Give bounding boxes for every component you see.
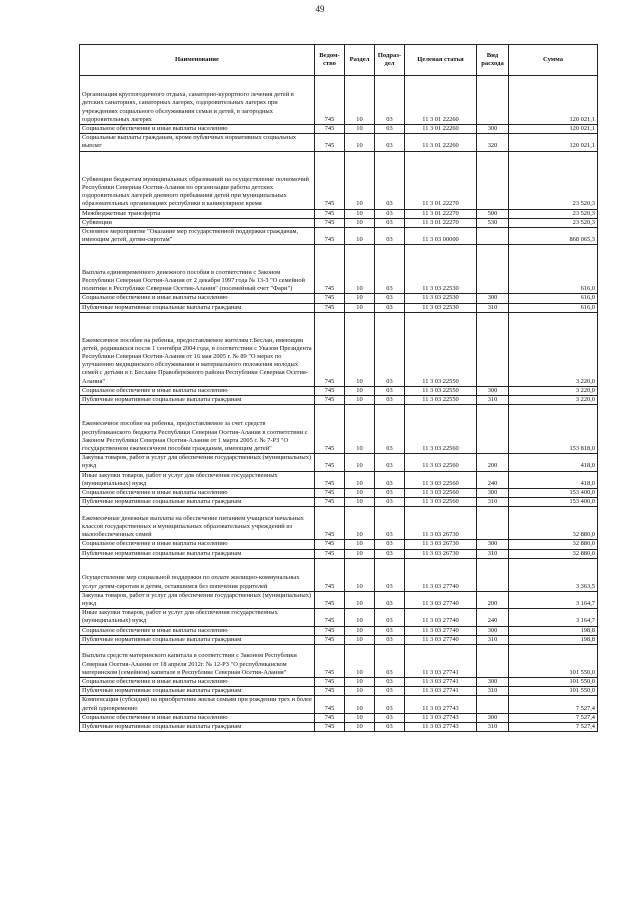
cell-name: Организация круглогодичного отдыха, санаторно-курортного лечения детей в детских санаториях, санаторных лагерях, оздоровительных лагерях при учреждениях социального обслуживания семьи и детей, в загородных оздоровительных лагерях [80,76,315,125]
cell-dept: 745 [315,713,345,722]
cell-sum: 3 363,5 [509,558,598,591]
cell-subsection: 03 [375,294,405,303]
cell-expense-type: 310 [477,498,509,507]
cell-target: 11 3 01 22270 [405,151,477,209]
cell-section: 10 [345,540,375,549]
cell-expense-type [477,645,509,678]
cell-expense-type: 240 [477,609,509,626]
cell-sum: 120 021,1 [509,134,598,151]
cell-name: Основное мероприятие "Оказание мер государственной поддержки гражданам, имеющим детей, детям-сиротам" [80,228,315,245]
cell-sum: 418,0 [509,471,598,488]
cell-expense-type: 240 [477,471,509,488]
table-row [80,125,598,134]
cell-sum: 101 550,0 [509,678,598,687]
cell-dept: 745 [315,228,345,245]
cell-sum: 418,0 [509,454,598,471]
cell-sum: 153 818,0 [509,405,598,454]
cell-name: Ежемесячные денежные выплаты на обеспечение питанием учащихся начальных классов государственных и муниципальных образовательных учреждений из малообеспеченных семей [80,507,315,540]
cell-expense-type [477,558,509,591]
cell-sum: 23 520,3 [509,218,598,227]
cell-subsection: 03 [375,151,405,209]
page-number: 49 [315,4,325,14]
cell-name: Публичные нормативные социальные выплаты гражданам [80,303,315,312]
cell-expense-type [477,151,509,209]
cell-sum: 616,0 [509,303,598,312]
cell-target: 11 3 03 27743 [405,696,477,713]
cell-section: 10 [345,723,375,732]
cell-dept: 745 [315,626,345,635]
cell-name: Социальное обеспечение и иные выплаты населению [80,626,315,635]
cell-expense-type: 530 [477,218,509,227]
cell-expense-type [477,228,509,245]
cell-expense-type [477,696,509,713]
cell-name: Социальное обеспечение и иные выплаты населению [80,294,315,303]
cell-target: 11 3 03 00000 [405,228,477,245]
cell-section: 10 [345,696,375,713]
cell-name: Публичные нормативные социальные выплаты гражданам [80,498,315,507]
cell-section: 10 [345,396,375,405]
table-row [80,134,598,151]
cell-sum: 32 880,0 [509,507,598,540]
header-target: Целевая статья [405,45,477,76]
cell-section: 10 [345,312,375,386]
cell-target: 11 3 03 22560 [405,454,477,471]
cell-name: Публичные нормативные социальные выплаты гражданам [80,635,315,644]
cell-dept: 745 [315,696,345,713]
cell-target: 11 3 03 22530 [405,294,477,303]
cell-expense-type: 200 [477,591,509,608]
cell-sum: 32 880,0 [509,540,598,549]
table-row [80,498,598,507]
cell-expense-type: 300 [477,489,509,498]
cell-section: 10 [345,609,375,626]
cell-name: Осуществление мер социальной поддержки по оплате жилищно-коммунальных услуг детям-сиротам и детям, оставшимся без попечения родителей [80,558,315,591]
cell-section: 10 [345,687,375,696]
cell-name: Социальное обеспечение и иные выплаты населению [80,125,315,134]
cell-expense-type: 310 [477,303,509,312]
cell-dept: 745 [315,125,345,134]
header-dept: Ведом-ство [315,45,345,76]
table-row [80,454,598,471]
cell-subsection: 03 [375,696,405,713]
cell-target: 11 3 03 22550 [405,396,477,405]
cell-sum: 23 520,3 [509,151,598,209]
cell-sum: 3 164,7 [509,591,598,608]
table-row [80,209,598,218]
cell-dept: 745 [315,312,345,386]
cell-dept: 745 [315,678,345,687]
cell-subsection: 03 [375,218,405,227]
cell-sum: 153 400,0 [509,498,598,507]
cell-expense-type: 310 [477,549,509,558]
table-row [80,687,598,696]
cell-subsection: 03 [375,228,405,245]
cell-subsection: 03 [375,498,405,507]
cell-target: 11 3 03 27741 [405,678,477,687]
cell-name: Иные закупки товаров, работ и услуг для обеспечения государственных (муниципальных) нужд [80,609,315,626]
cell-dept: 745 [315,76,345,125]
cell-section: 10 [345,489,375,498]
cell-target: 11 3 03 27740 [405,635,477,644]
cell-name: Публичные нормативные социальные выплаты гражданам [80,687,315,696]
cell-target: 11 3 03 27740 [405,626,477,635]
cell-target: 11 3 03 27740 [405,609,477,626]
cell-name: Социальное обеспечение и иные выплаты населению [80,489,315,498]
cell-target: 11 3 01 22270 [405,218,477,227]
cell-name: Социальное обеспечение и иные выплаты населению [80,540,315,549]
cell-expense-type: 300 [477,713,509,722]
cell-expense-type: 310 [477,687,509,696]
cell-sum: 7 527,4 [509,713,598,722]
cell-subsection: 03 [375,723,405,732]
cell-dept: 745 [315,723,345,732]
cell-dept: 745 [315,558,345,591]
cell-expense-type [477,507,509,540]
cell-sum: 120 021,1 [509,125,598,134]
cell-dept: 745 [315,294,345,303]
cell-target: 11 3 03 27740 [405,591,477,608]
cell-dept: 745 [315,635,345,644]
cell-sum: 868 065,3 [509,228,598,245]
cell-subsection: 03 [375,454,405,471]
cell-subsection: 03 [375,549,405,558]
table-row [80,558,598,591]
budget-table [79,44,598,732]
header-subsection: Подраз-дел [375,45,405,76]
cell-section: 10 [345,471,375,488]
cell-expense-type: 310 [477,635,509,644]
cell-dept: 745 [315,454,345,471]
cell-section: 10 [345,498,375,507]
cell-target: 11 3 03 22530 [405,245,477,294]
cell-subsection: 03 [375,209,405,218]
cell-subsection: 03 [375,76,405,125]
cell-dept: 745 [315,591,345,608]
cell-target: 11 3 01 22260 [405,125,477,134]
cell-subsection: 03 [375,386,405,395]
cell-sum: 616,0 [509,245,598,294]
cell-target: 11 3 03 27740 [405,558,477,591]
cell-dept: 745 [315,303,345,312]
cell-sum: 198,8 [509,635,598,644]
cell-section: 10 [345,507,375,540]
cell-expense-type: 300 [477,386,509,395]
cell-target: 11 3 03 22550 [405,312,477,386]
table-row [80,713,598,722]
cell-target: 11 3 03 26730 [405,540,477,549]
cell-sum: 32 880,0 [509,549,598,558]
cell-dept: 745 [315,540,345,549]
cell-sum: 7 527,4 [509,696,598,713]
cell-name: Публичные нормативные социальные выплаты гражданам [80,549,315,558]
cell-name: Публичные нормативные социальные выплаты гражданам [80,396,315,405]
cell-section: 10 [345,558,375,591]
cell-expense-type: 300 [477,294,509,303]
cell-dept: 745 [315,405,345,454]
cell-subsection: 03 [375,540,405,549]
cell-name: Публичные нормативные социальные выплаты гражданам [80,723,315,732]
table-row [80,218,598,227]
cell-subsection: 03 [375,626,405,635]
cell-dept: 745 [315,471,345,488]
cell-dept: 745 [315,507,345,540]
table-row [80,696,598,713]
table-row [80,312,598,386]
cell-sum: 3 220,0 [509,386,598,395]
cell-section: 10 [345,645,375,678]
cell-dept: 745 [315,218,345,227]
cell-name: Социальное обеспечение и иные выплаты населению [80,678,315,687]
cell-sum: 153 400,0 [509,489,598,498]
cell-dept: 745 [315,498,345,507]
cell-expense-type [477,312,509,386]
cell-section: 10 [345,294,375,303]
cell-target: 11 3 03 22560 [405,405,477,454]
header-name: Наименование [80,45,315,76]
table-row [80,626,598,635]
table-row [80,609,598,626]
cell-sum: 120 021,1 [509,76,598,125]
table-row [80,245,598,294]
cell-expense-type: 310 [477,723,509,732]
cell-sum: 3 220,0 [509,312,598,386]
cell-expense-type: 300 [477,540,509,549]
cell-sum: 3 164,7 [509,609,598,626]
cell-subsection: 03 [375,678,405,687]
cell-section: 10 [345,218,375,227]
cell-section: 10 [345,591,375,608]
cell-target: 11 3 01 22260 [405,134,477,151]
cell-name: Социальное обеспечение и иные выплаты населению [80,713,315,722]
cell-dept: 745 [315,489,345,498]
cell-name: Социальное обеспечение и иные выплаты населению [80,386,315,395]
cell-section: 10 [345,303,375,312]
cell-subsection: 03 [375,134,405,151]
table-row [80,507,598,540]
cell-section: 10 [345,635,375,644]
cell-section: 10 [345,76,375,125]
cell-dept: 745 [315,609,345,626]
cell-section: 10 [345,151,375,209]
cell-target: 11 3 01 22270 [405,209,477,218]
cell-sum: 101 550,0 [509,687,598,696]
table-row [80,540,598,549]
cell-subsection: 03 [375,713,405,722]
cell-sum: 23 520,3 [509,209,598,218]
table-row [80,471,598,488]
table-row [80,549,598,558]
cell-expense-type: 500 [477,209,509,218]
cell-subsection: 03 [375,405,405,454]
table-row [80,489,598,498]
table-row [80,396,598,405]
cell-sum: 101 550,0 [509,645,598,678]
cell-subsection: 03 [375,507,405,540]
cell-name: Закупка товаров, работ и услуг для обеспечения государственных (муниципальных) нужд [80,454,315,471]
cell-dept: 745 [315,386,345,395]
cell-section: 10 [345,228,375,245]
cell-expense-type: 300 [477,125,509,134]
cell-dept: 745 [315,687,345,696]
cell-dept: 745 [315,645,345,678]
header-expense-type: Вид расхода [477,45,509,76]
cell-expense-type: 200 [477,454,509,471]
cell-name: Межбюджетные трансферты [80,209,315,218]
cell-subsection: 03 [375,396,405,405]
cell-dept: 745 [315,245,345,294]
cell-target: 11 3 03 26730 [405,549,477,558]
cell-section: 10 [345,678,375,687]
table-row [80,405,598,454]
cell-name: Ежемесячное пособие на ребенка, предоставляемое за счет средств республиканского бюджета Республики Северная Осетия-Алания в соответствии с Законом Республики Северная Осетия-Алания от 1 марта 2005 г. № 7-РЗ "О государственном ежемесячном пособии гражданам, имеющим детей" [80,405,315,454]
cell-dept: 745 [315,151,345,209]
cell-name: Закупка товаров, работ и услуг для обеспечения государственных (муниципальных) нужд [80,591,315,608]
cell-subsection: 03 [375,591,405,608]
cell-section: 10 [345,134,375,151]
cell-target: 11 3 03 27743 [405,723,477,732]
cell-sum: 7 527,4 [509,723,598,732]
cell-name: Субвенции [80,218,315,227]
cell-expense-type [477,245,509,294]
cell-section: 10 [345,405,375,454]
table-row [80,303,598,312]
cell-subsection: 03 [375,245,405,294]
cell-name: Ежемесячное пособие на ребенка, предоставляемое жителям г.Беслан, имеющим детей, родившихся после 1 сентября 2004 года, в соответствии с Указом Президента Республики Северная Осетия-Алания от 16 мая 2005 г. № 89 "О мерах по улучшению медицинского обслуживания и материального положения молодых семей с детьми в г. Беслане Правобережного района Республики Северная Осетия-Алания" [80,312,315,386]
cell-subsection: 03 [375,303,405,312]
cell-section: 10 [345,626,375,635]
cell-dept: 745 [315,396,345,405]
cell-expense-type [477,405,509,454]
table-row [80,645,598,678]
table-row [80,678,598,687]
cell-subsection: 03 [375,471,405,488]
cell-name: Субвенции бюджетам муниципальных образований на осуществление полномочий Республики Северная Осетия-Алания по организации работы детских оздоровительных лагерей дневного пребывания детей при муниципальных образовательных организациях республики в каникулярное время [80,151,315,209]
cell-target: 11 3 03 22560 [405,471,477,488]
cell-target: 11 3 03 27741 [405,645,477,678]
cell-target: 11 3 03 27743 [405,713,477,722]
cell-name: Выплата средств материнского капитала в соответствии с Законом Республики Северная Осетия-Алания от 18 апреля 2012г. № 12-РЗ "О республиканском материнском (семейном) капитале в Республике Северная Осетия-Алания" [80,645,315,678]
cell-name: Компенсация (субсидия) на приобретение жилья семьям при рождении трех и более детей одновременно [80,696,315,713]
table-row [80,76,598,125]
cell-expense-type: 300 [477,626,509,635]
cell-expense-type: 300 [477,678,509,687]
cell-subsection: 03 [375,645,405,678]
header-sum: Сумма [509,45,598,76]
cell-subsection: 03 [375,125,405,134]
cell-subsection: 03 [375,609,405,626]
cell-target: 11 3 03 22530 [405,303,477,312]
table-row [80,294,598,303]
cell-expense-type: 320 [477,134,509,151]
cell-sum: 198,8 [509,626,598,635]
cell-section: 10 [345,713,375,722]
cell-expense-type [477,76,509,125]
table-row [80,151,598,209]
cell-target: 11 3 03 22550 [405,386,477,395]
table-row [80,723,598,732]
cell-section: 10 [345,245,375,294]
table-header [80,45,598,76]
cell-section: 10 [345,454,375,471]
cell-expense-type: 310 [477,396,509,405]
table-body [80,76,598,732]
cell-target: 11 3 03 26730 [405,507,477,540]
cell-subsection: 03 [375,558,405,591]
cell-name: Выплата единовременного денежного пособия в соответствии с Законом Республики Северная Осетия-Алания от 2 декабря 1997 года № 13-З "О семейной политике в Республике Северная Осетия-Алания" (посемейный счет "Фарн") [80,245,315,294]
cell-section: 10 [345,125,375,134]
cell-name: Социальные выплаты гражданам, кроме публичных нормативных социальных выплат [80,134,315,151]
cell-section: 10 [345,549,375,558]
cell-name: Иные закупки товаров, работ и услуг для обеспечения государственных (муниципальных) нужд [80,471,315,488]
cell-section: 10 [345,386,375,395]
table-row [80,386,598,395]
cell-dept: 745 [315,134,345,151]
cell-subsection: 03 [375,312,405,386]
table-row [80,635,598,644]
cell-subsection: 03 [375,635,405,644]
cell-sum: 616,0 [509,294,598,303]
cell-subsection: 03 [375,687,405,696]
cell-dept: 745 [315,549,345,558]
cell-target: 11 3 01 22260 [405,76,477,125]
cell-target: 11 3 03 27741 [405,687,477,696]
cell-sum: 3 220,0 [509,396,598,405]
table-row [80,591,598,608]
header-section: Раздел [345,45,375,76]
cell-section: 10 [345,209,375,218]
cell-subsection: 03 [375,489,405,498]
table-row [80,228,598,245]
cell-target: 11 3 03 22560 [405,489,477,498]
cell-target: 11 3 03 22560 [405,498,477,507]
cell-dept: 745 [315,209,345,218]
